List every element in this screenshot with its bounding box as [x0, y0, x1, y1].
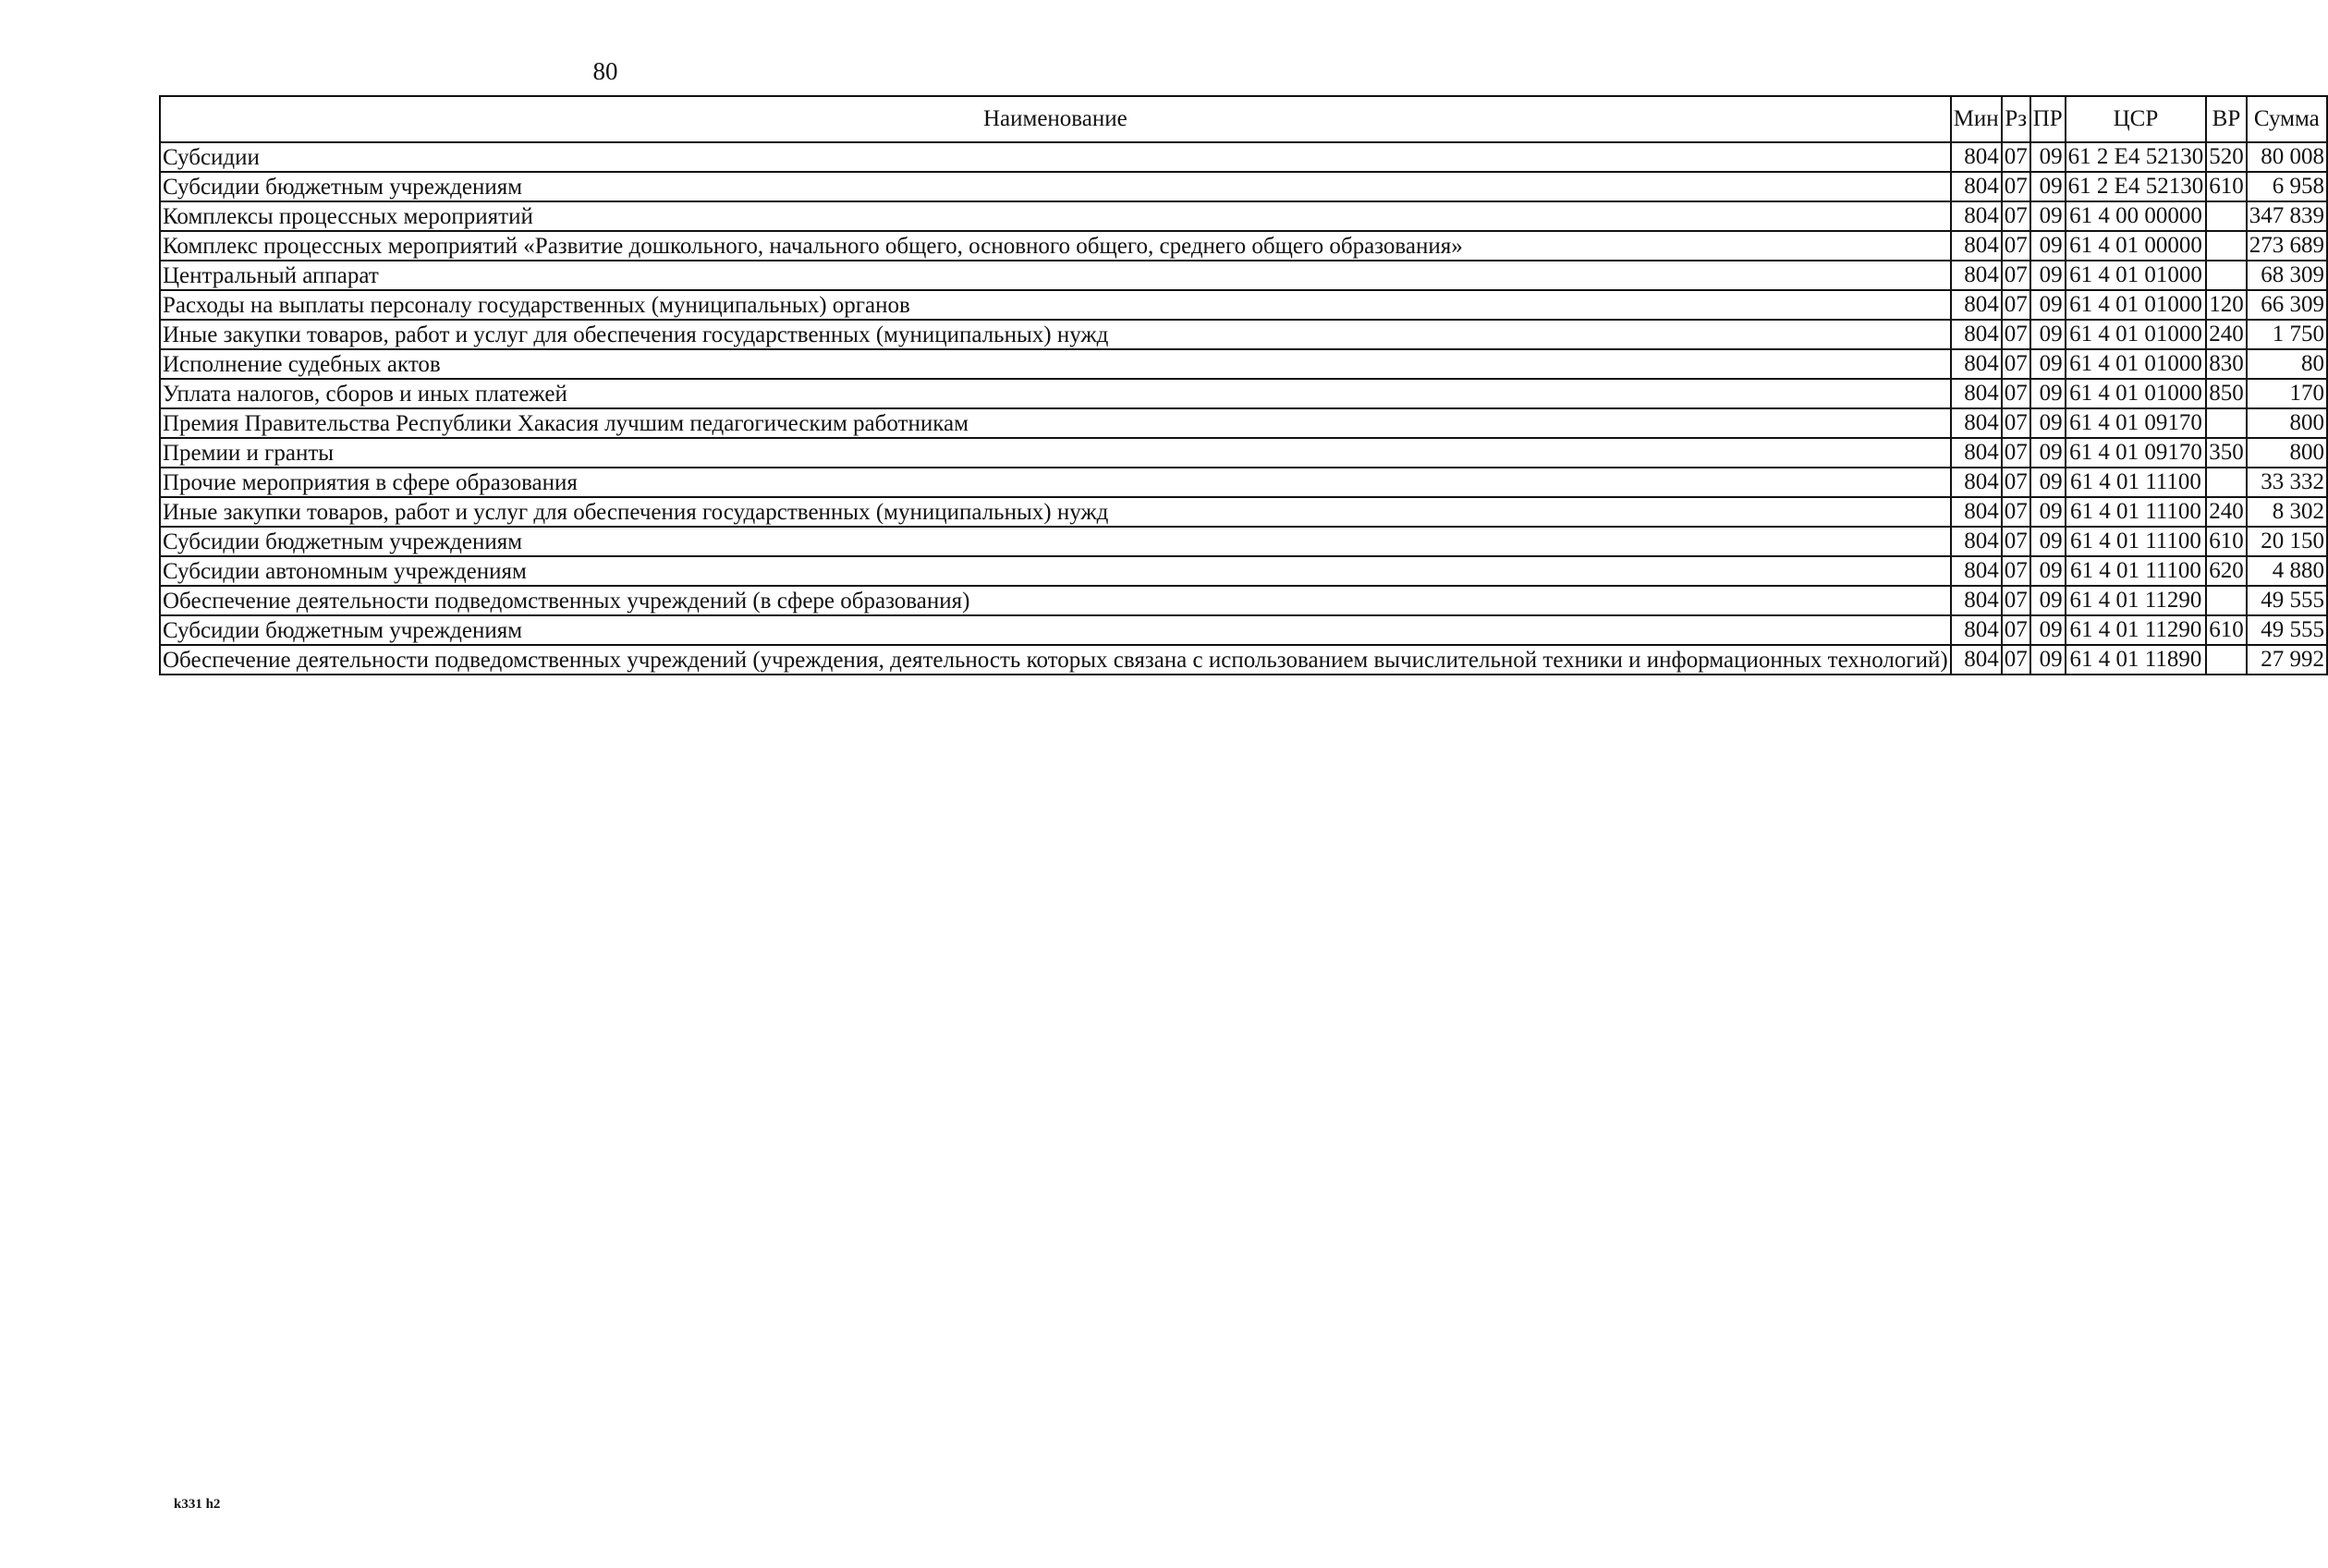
- cell-rz: 07: [2002, 556, 2030, 586]
- cell-pr: 09: [2030, 556, 2066, 586]
- cell-vr: [2206, 231, 2247, 261]
- table-row: [160, 497, 2327, 527]
- cell-rz: 07: [2002, 320, 2030, 349]
- cell-name: Расходы на выплаты персоналу государственных (муниципальных) органов: [160, 290, 1951, 320]
- cell-csr: 61 4 01 00000: [2066, 231, 2207, 261]
- cell-csr: 61 4 01 11290: [2066, 615, 2207, 645]
- cell-pr: 09: [2030, 645, 2066, 675]
- cell-sum: 49 555: [2247, 586, 2327, 615]
- cell-sum: 33 332: [2247, 468, 2327, 497]
- cell-pr: 09: [2030, 586, 2066, 615]
- cell-name: Прочие мероприятия в сфере образования: [160, 468, 1951, 497]
- cell-min: 804: [1951, 645, 2002, 675]
- cell-rz: 07: [2002, 438, 2030, 468]
- cell-sum: 49 555: [2247, 615, 2327, 645]
- header-csr: ЦСР: [2066, 96, 2207, 142]
- cell-name: Комплексы процессных мероприятий: [160, 201, 1951, 231]
- cell-sum: 80 008: [2247, 142, 2327, 172]
- cell-name: Обеспечение деятельности подведомственных учреждений (в сфере образования): [160, 586, 1951, 615]
- cell-pr: 09: [2030, 142, 2066, 172]
- cell-vr: 240: [2206, 320, 2247, 349]
- cell-rz: 07: [2002, 586, 2030, 615]
- cell-rz: 07: [2002, 497, 2030, 527]
- cell-vr: [2206, 468, 2247, 497]
- cell-pr: 09: [2030, 231, 2066, 261]
- cell-pr: 09: [2030, 379, 2066, 408]
- table-row: [160, 320, 2327, 349]
- cell-name: Субсидии: [160, 142, 1951, 172]
- cell-min: 804: [1951, 349, 2002, 379]
- cell-min: 804: [1951, 615, 2002, 645]
- footer-code: k331 h2: [174, 1497, 221, 1512]
- cell-name: Субсидии бюджетным учреждениям: [160, 172, 1951, 201]
- cell-min: 804: [1951, 438, 2002, 468]
- cell-rz: 07: [2002, 231, 2030, 261]
- cell-name: Обеспечение деятельности подведомственных учреждений (учреждения, деятельность которых связана с использованием вычислительной техники и информационных технологий): [160, 645, 1951, 675]
- table-row: [160, 379, 2327, 408]
- cell-csr: 61 4 01 01000: [2066, 290, 2207, 320]
- cell-csr: 61 4 01 09170: [2066, 438, 2207, 468]
- cell-sum: 347 839: [2247, 201, 2327, 231]
- cell-csr: 61 4 01 01000: [2066, 349, 2207, 379]
- cell-name: Премии и гранты: [160, 438, 1951, 468]
- cell-csr: 61 4 01 11890: [2066, 645, 2207, 675]
- cell-sum: 68 309: [2247, 261, 2327, 290]
- cell-name: Субсидии бюджетным учреждениям: [160, 527, 1951, 556]
- table-row: [160, 172, 2327, 201]
- cell-pr: 09: [2030, 615, 2066, 645]
- cell-min: 804: [1951, 320, 2002, 349]
- cell-pr: 09: [2030, 497, 2066, 527]
- cell-min: 804: [1951, 231, 2002, 261]
- cell-pr: 09: [2030, 172, 2066, 201]
- cell-csr: 61 2 Е4 52130: [2066, 142, 2207, 172]
- header-sum: Сумма: [2247, 96, 2327, 142]
- cell-vr: 830: [2206, 349, 2247, 379]
- table-row: [160, 290, 2327, 320]
- cell-pr: 09: [2030, 468, 2066, 497]
- cell-min: 804: [1951, 586, 2002, 615]
- cell-vr: 120: [2206, 290, 2247, 320]
- table-row: [160, 615, 2327, 645]
- table-row: [160, 201, 2327, 231]
- cell-min: 804: [1951, 408, 2002, 438]
- cell-pr: 09: [2030, 320, 2066, 349]
- cell-rz: 07: [2002, 527, 2030, 556]
- cell-sum: 80: [2247, 349, 2327, 379]
- header-min: Мин: [1951, 96, 2002, 142]
- cell-csr: 61 4 01 01000: [2066, 379, 2207, 408]
- cell-sum: 4 880: [2247, 556, 2327, 586]
- cell-name: Комплекс процессных мероприятий «Развитие дошкольного, начального общего, основного общего, среднего общего образования»: [160, 231, 1951, 261]
- cell-rz: 07: [2002, 201, 2030, 231]
- cell-rz: 07: [2002, 615, 2030, 645]
- cell-pr: 09: [2030, 349, 2066, 379]
- page-number: 80: [592, 57, 618, 85]
- cell-vr: [2206, 408, 2247, 438]
- table-row: [160, 261, 2327, 290]
- cell-name: Субсидии автономным учреждениям: [160, 556, 1951, 586]
- cell-name: Исполнение судебных актов: [160, 349, 1951, 379]
- cell-sum: 66 309: [2247, 290, 2327, 320]
- table-row: [160, 231, 2327, 261]
- cell-vr: [2206, 201, 2247, 231]
- cell-csr: 61 4 00 00000: [2066, 201, 2207, 231]
- cell-min: 804: [1951, 556, 2002, 586]
- cell-pr: 09: [2030, 201, 2066, 231]
- table-row: [160, 527, 2327, 556]
- cell-vr: 520: [2206, 142, 2247, 172]
- header-rz: Рз: [2002, 96, 2030, 142]
- cell-name: Иные закупки товаров, работ и услуг для обеспечения государственных (муниципальных) нужд: [160, 320, 1951, 349]
- cell-sum: 170: [2247, 379, 2327, 408]
- cell-name: Уплата налогов, сборов и иных платежей: [160, 379, 1951, 408]
- cell-vr: 610: [2206, 172, 2247, 201]
- table-row: [160, 408, 2327, 438]
- table-row: [160, 556, 2327, 586]
- cell-sum: 27 992: [2247, 645, 2327, 675]
- cell-min: 804: [1951, 172, 2002, 201]
- table-row: [160, 142, 2327, 172]
- cell-sum: 20 150: [2247, 527, 2327, 556]
- header-pr: ПР: [2030, 96, 2066, 142]
- table-row: [160, 438, 2327, 468]
- cell-csr: 61 4 01 11100: [2066, 527, 2207, 556]
- cell-sum: 6 958: [2247, 172, 2327, 201]
- cell-name: Иные закупки товаров, работ и услуг для обеспечения государственных (муниципальных) нужд: [160, 497, 1951, 527]
- header-vr: ВР: [2206, 96, 2247, 142]
- cell-csr: 61 4 01 09170: [2066, 408, 2207, 438]
- cell-name: Центральный аппарат: [160, 261, 1951, 290]
- cell-min: 804: [1951, 142, 2002, 172]
- cell-pr: 09: [2030, 438, 2066, 468]
- cell-pr: 09: [2030, 290, 2066, 320]
- cell-min: 804: [1951, 468, 2002, 497]
- budget-table: [159, 95, 2328, 675]
- table-header-row: [160, 96, 2327, 142]
- cell-rz: 07: [2002, 261, 2030, 290]
- table-row: [160, 349, 2327, 379]
- cell-min: 804: [1951, 497, 2002, 527]
- cell-vr: 620: [2206, 556, 2247, 586]
- cell-csr: 61 4 01 01000: [2066, 320, 2207, 349]
- cell-vr: [2206, 586, 2247, 615]
- cell-csr: 61 4 01 11290: [2066, 586, 2207, 615]
- header-name: Наименование: [160, 96, 1951, 142]
- cell-vr: 850: [2206, 379, 2247, 408]
- cell-sum: 800: [2247, 438, 2327, 468]
- cell-csr: 61 4 01 01000: [2066, 261, 2207, 290]
- cell-csr: 61 4 01 11100: [2066, 468, 2207, 497]
- cell-rz: 07: [2002, 408, 2030, 438]
- cell-rz: 07: [2002, 290, 2030, 320]
- cell-rz: 07: [2002, 468, 2030, 497]
- cell-pr: 09: [2030, 527, 2066, 556]
- cell-sum: 1 750: [2247, 320, 2327, 349]
- cell-name: Премия Правительства Республики Хакасия лучшим педагогическим работникам: [160, 408, 1951, 438]
- cell-min: 804: [1951, 290, 2002, 320]
- cell-vr: [2206, 645, 2247, 675]
- cell-vr: [2206, 261, 2247, 290]
- cell-vr: 610: [2206, 615, 2247, 645]
- cell-sum: 273 689: [2247, 231, 2327, 261]
- cell-min: 804: [1951, 261, 2002, 290]
- cell-vr: 350: [2206, 438, 2247, 468]
- table-row: [160, 468, 2327, 497]
- cell-csr: 61 2 Е4 52130: [2066, 172, 2207, 201]
- cell-pr: 09: [2030, 408, 2066, 438]
- cell-sum: 8 302: [2247, 497, 2327, 527]
- cell-rz: 07: [2002, 645, 2030, 675]
- table-row: [160, 645, 2327, 675]
- cell-csr: 61 4 01 11100: [2066, 556, 2207, 586]
- cell-csr: 61 4 01 11100: [2066, 497, 2207, 527]
- cell-rz: 07: [2002, 349, 2030, 379]
- table-row: [160, 586, 2327, 615]
- cell-vr: 610: [2206, 527, 2247, 556]
- cell-rz: 07: [2002, 142, 2030, 172]
- cell-min: 804: [1951, 527, 2002, 556]
- cell-rz: 07: [2002, 172, 2030, 201]
- cell-vr: 240: [2206, 497, 2247, 527]
- cell-sum: 800: [2247, 408, 2327, 438]
- cell-pr: 09: [2030, 261, 2066, 290]
- cell-min: 804: [1951, 379, 2002, 408]
- cell-name: Субсидии бюджетным учреждениям: [160, 615, 1951, 645]
- cell-rz: 07: [2002, 379, 2030, 408]
- cell-min: 804: [1951, 201, 2002, 231]
